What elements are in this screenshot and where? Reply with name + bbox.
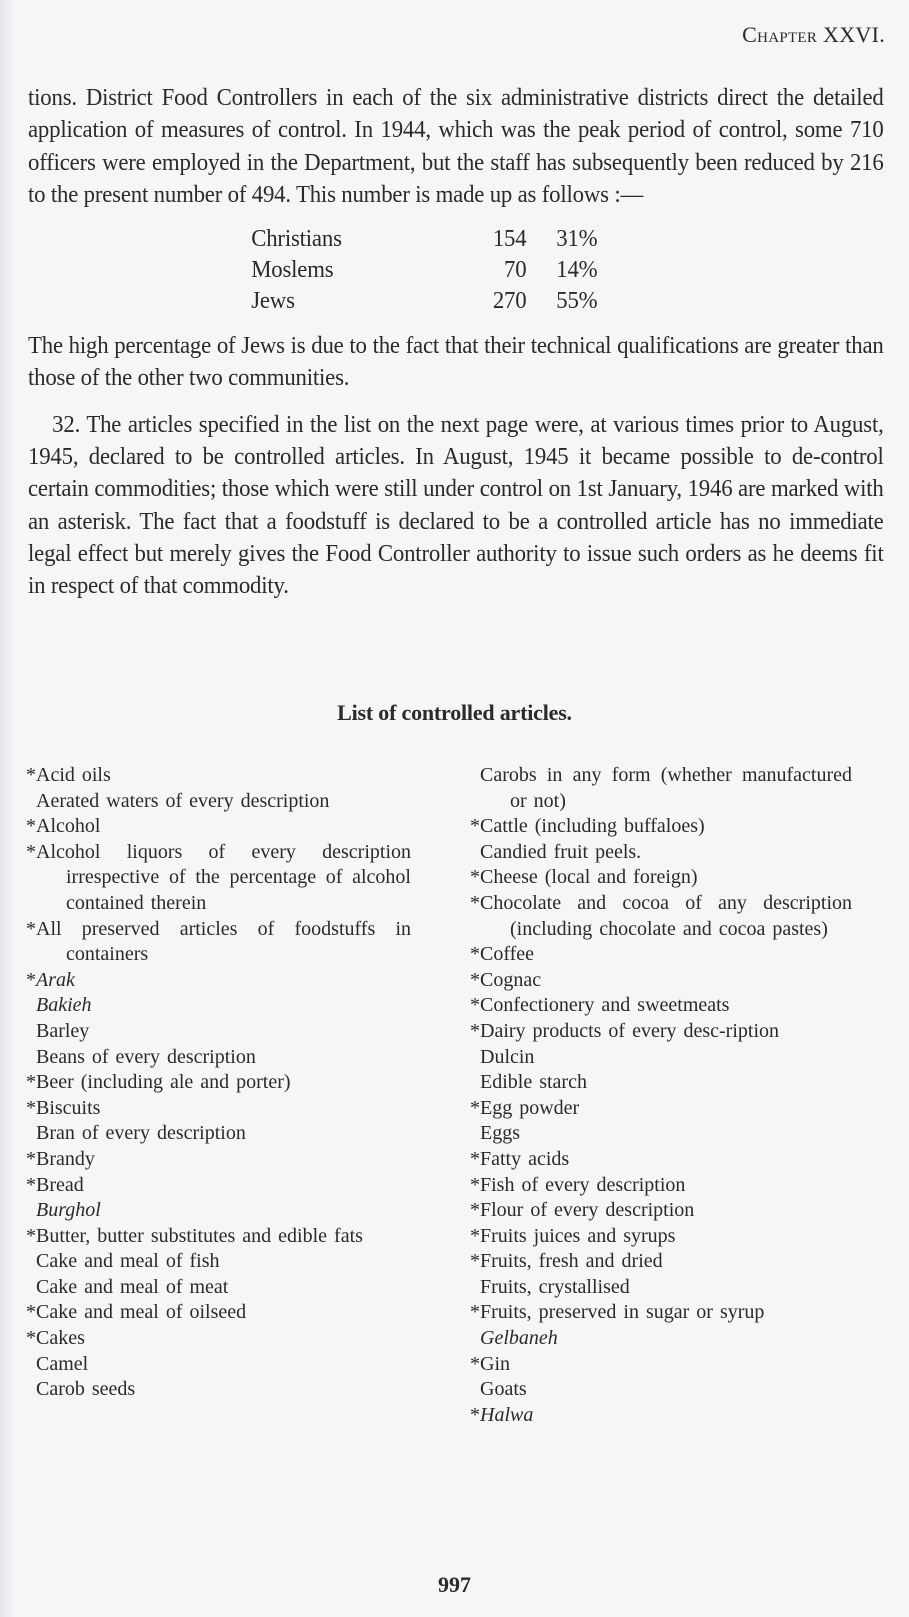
list-item [470, 968, 852, 994]
staff-row [251, 254, 597, 285]
list-item [26, 1377, 411, 1403]
list-item-text: Bread [36, 1173, 84, 1196]
list-item-text: Edible starch [480, 1071, 587, 1094]
list-item-text: Eggs [480, 1122, 520, 1145]
list-item-text: Cattle (including buffaloes) [480, 815, 705, 838]
list-item-text: Burghol [36, 1199, 101, 1222]
asterisk-marker: * [470, 1250, 480, 1273]
asterisk-marker: * [470, 1352, 480, 1375]
list-item-text: Biscuits [36, 1096, 101, 1119]
list-item-text: Cognac [480, 968, 542, 991]
staff-count: 270 [492, 287, 527, 315]
staff-percent: 14% [556, 256, 598, 284]
list-item [26, 763, 411, 789]
list-item-text: Alcohol [36, 815, 101, 838]
list-item [26, 1300, 411, 1326]
running-head-chapter: Chapter XXVI. [742, 22, 885, 47]
list-item-text: Carobs in any form (whether manufactured or not) [480, 764, 852, 812]
asterisk-marker: * [470, 943, 480, 966]
asterisk-marker: * [470, 866, 480, 889]
list-item [26, 968, 411, 994]
binding-shadow [0, 0, 14, 1617]
list-item [470, 1173, 852, 1199]
list-item-text: Fruits juices and syrups [480, 1224, 676, 1247]
list-item-text: Barley [36, 1019, 90, 1042]
staff-percent: 55% [556, 287, 598, 315]
list-item-text: Bran of every description [36, 1122, 246, 1145]
list-item-text: Beer (including ale and porter) [36, 1071, 291, 1094]
list-item [26, 814, 411, 840]
list-item-text: Butter, butter substitutes and edible fats [36, 1224, 363, 1247]
list-item-text: Cheese (local and foreign) [480, 866, 698, 889]
staff-count: 70 [504, 256, 527, 284]
asterisk-marker: * [26, 1147, 36, 1170]
list-item [26, 1224, 411, 1250]
list-column-right [470, 763, 852, 1428]
list-item-text: Cake and meal of fish [36, 1250, 220, 1273]
list-item [470, 1045, 852, 1071]
list-item [470, 1377, 852, 1403]
asterisk-marker: * [26, 1224, 36, 1247]
list-item-text: Dairy products of every desc-ription [480, 1019, 780, 1042]
list-item [26, 1096, 411, 1122]
asterisk-marker: * [26, 1301, 36, 1324]
list-item [470, 1249, 852, 1275]
list-item [470, 1224, 852, 1250]
list-item [470, 1121, 852, 1147]
staff-count: 154 [492, 225, 527, 253]
list-item-text: Fish of every description [480, 1173, 686, 1196]
list-item [470, 763, 852, 814]
asterisk-marker: * [26, 1071, 36, 1094]
asterisk-marker: * [26, 1327, 36, 1350]
list-item [470, 1147, 852, 1173]
list-item [470, 1300, 852, 1326]
list-item [26, 789, 411, 815]
list-item-text: Fruits, preserved in sugar or syrup [480, 1301, 765, 1324]
list-item [470, 993, 852, 1019]
staff-group: Jews [251, 287, 295, 315]
list-item [470, 1403, 852, 1429]
list-item-text: Cake and meal of meat [36, 1275, 229, 1298]
asterisk-marker: * [470, 1147, 480, 1170]
list-item-text: Confectionery and sweetmeats [480, 994, 730, 1017]
list-item-text: Fatty acids [480, 1147, 570, 1170]
body-text [28, 82, 884, 603]
list-item [470, 942, 852, 968]
list-item [26, 917, 411, 968]
list-item [26, 1198, 411, 1224]
list-item-text: Arak [36, 968, 75, 991]
asterisk-marker: * [470, 968, 480, 991]
asterisk-marker: * [26, 815, 36, 838]
paragraph-technical-qualifications: The high percentage of Jews is due to the fact that their technical qualifications are greater than those of the other two communities. [28, 332, 884, 392]
staff-percent: 31% [556, 225, 598, 253]
asterisk-marker: * [470, 1301, 480, 1324]
list-item [470, 840, 852, 866]
asterisk-marker: * [470, 1224, 480, 1247]
asterisk-marker: * [26, 1173, 36, 1196]
list-item [470, 891, 852, 942]
list-item-text: All preserved articles of foodstuffs in containers [36, 917, 411, 966]
list-item-text: Chocolate and cocoa of any description (including chocolate and cocoa pastes) [480, 891, 852, 940]
list-item [26, 1275, 411, 1301]
paragraph-staffing: tions. District Food Controllers in each of the six administrative districts direct the detailed application of measures of control. In 1944, which was the peak period of control, some 710 officers were employed in the Department, but the staff has subsequently been reduced by 216 to the present number of 494. This number is made up as follows :— [28, 84, 884, 208]
list-item-text: Gelbaneh [480, 1327, 558, 1350]
list-item-text: Camel [36, 1352, 89, 1375]
list-item-text: Fruits, fresh and dried [480, 1250, 663, 1273]
list-item [26, 993, 411, 1019]
asterisk-marker: * [470, 1173, 480, 1196]
list-heading: List of controlled articles. [337, 700, 572, 725]
asterisk-marker: * [470, 1019, 480, 1042]
asterisk-marker: * [470, 994, 480, 1017]
asterisk-marker: * [470, 1403, 480, 1426]
list-item [26, 1019, 411, 1045]
list-item-text: Bakieh [36, 994, 92, 1017]
list-item [470, 1019, 852, 1045]
list-item [470, 1326, 852, 1352]
list-column-left [26, 763, 411, 1403]
staff-group: Moslems [251, 256, 334, 284]
asterisk-marker: * [26, 1096, 36, 1119]
asterisk-marker: * [470, 1199, 480, 1222]
list-item [470, 814, 852, 840]
asterisk-marker: * [26, 968, 36, 991]
list-item [26, 1147, 411, 1173]
list-item-text: Aerated waters of every description [36, 789, 330, 812]
staff-breakdown-table [251, 223, 597, 316]
list-item-text: Fruits, crystallised [480, 1275, 630, 1298]
list-item [26, 1352, 411, 1378]
list-item-text: Cakes [36, 1327, 85, 1350]
list-item [26, 1173, 411, 1199]
asterisk-marker: * [470, 891, 480, 914]
list-item [26, 1326, 411, 1352]
list-item-text: Dulcin [480, 1045, 535, 1068]
list-item-text: Egg powder [480, 1096, 580, 1119]
list-item-text: Alcohol liquors of every description irrespective of the percentage of alcohol contained therein [36, 840, 411, 914]
list-item-text: Goats [480, 1378, 527, 1401]
asterisk-marker: * [26, 917, 36, 940]
list-item [470, 1198, 852, 1224]
list-item [470, 865, 852, 891]
list-item [470, 1275, 852, 1301]
list-item-text: Gin [480, 1352, 510, 1375]
list-item [470, 1096, 852, 1122]
list-item-text: Cake and meal of oilseed [36, 1301, 247, 1324]
list-item-text: Halwa [480, 1403, 534, 1426]
list-item [26, 1249, 411, 1275]
staff-row [251, 285, 597, 316]
list-item [26, 1121, 411, 1147]
page-number: 997 [438, 1572, 471, 1597]
staff-row [251, 223, 597, 254]
asterisk-marker: * [26, 840, 36, 863]
list-item-text: Beans of every description [36, 1045, 256, 1068]
list-item [26, 1045, 411, 1071]
list-item [26, 840, 411, 917]
list-item [470, 1070, 852, 1096]
asterisk-marker: * [470, 1096, 480, 1119]
list-item-text: Carob seeds [36, 1378, 136, 1401]
paragraph-32-controlled-articles: 32. The articles specified in the list on the next page were, at various times prior to August, 1945, declared to be controlled articles. In August, 1945 it became possible to de-control certain commodities; those which were still under control on 1st January, 1946 are marked with an asterisk. The fact that a foodstuff is declared to be a controlled article has no immediate legal effect but merely gives the Food Controller authority to issue such orders as he deems fit in respect of that commodity. [28, 410, 884, 600]
list-item-text: Brandy [36, 1147, 95, 1170]
staff-group: Christians [251, 225, 342, 253]
list-item-text: Coffee [480, 943, 535, 966]
list-item [26, 1070, 411, 1096]
list-item-text: Acid oils [36, 764, 111, 786]
list-item [470, 1352, 852, 1378]
asterisk-marker: * [26, 764, 36, 786]
list-item-text: Flour of every description [480, 1199, 695, 1222]
asterisk-marker: * [470, 815, 480, 838]
list-item-text: Candied fruit peels. [480, 840, 642, 863]
